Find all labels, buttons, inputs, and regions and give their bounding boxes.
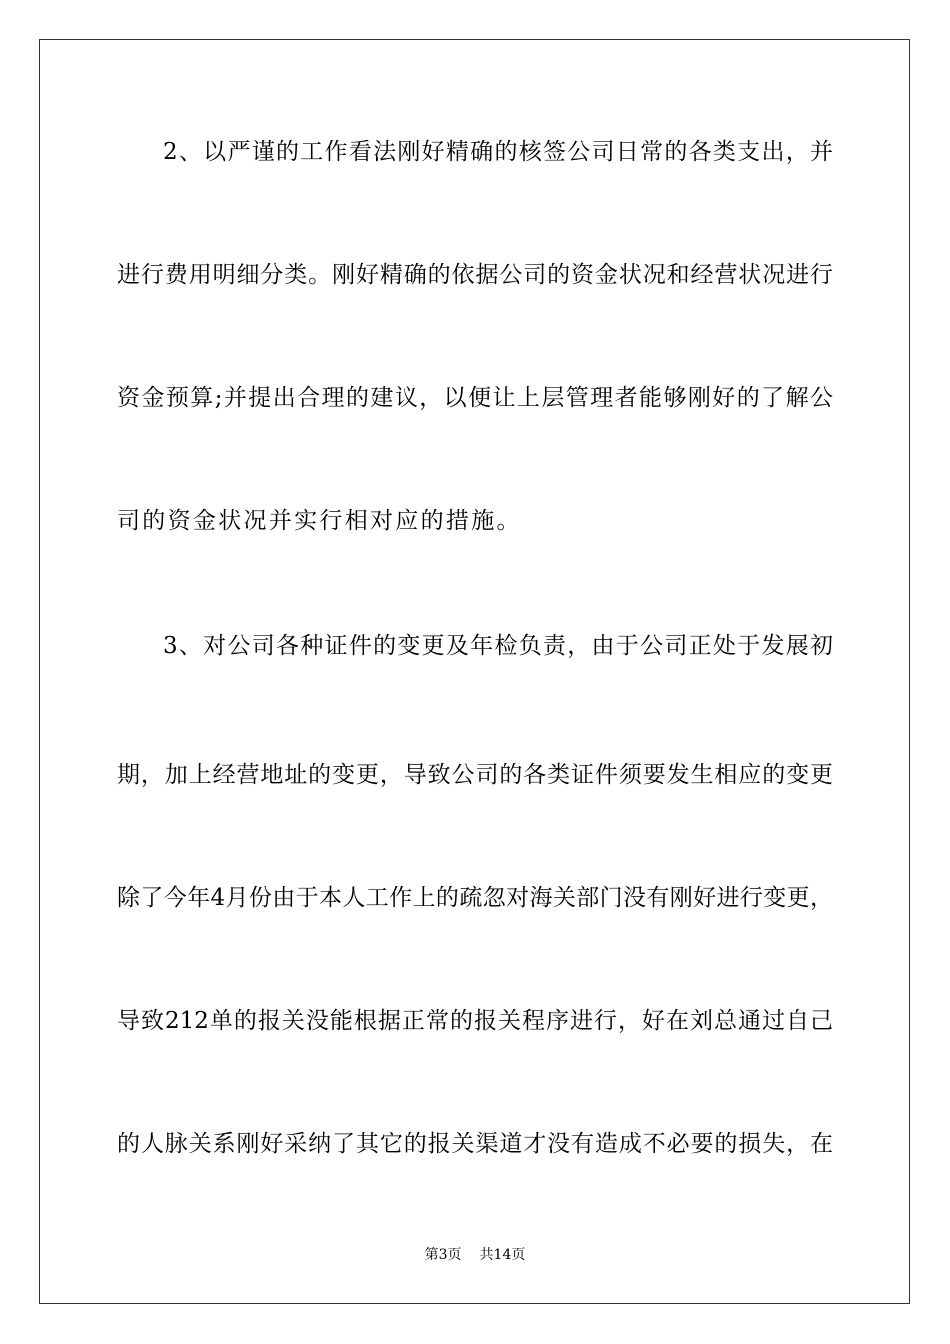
paragraph-3-line-5: 的人脉关系刚好采纳了其它的报关渠道才没有造成不必要的损失，在 — [117, 1131, 833, 1157]
paragraph-2-line-3: 资金预算;并提出合理的建议，以便让上层管理者能够刚好的了解公 — [117, 385, 833, 411]
page-total: 共14页 — [479, 1247, 526, 1263]
paragraph-3-line-2: 期，加上经营地址的变更，导致公司的各类证件须要发生相应的变更 — [117, 762, 833, 788]
page-footer — [0, 1246, 950, 1264]
page-frame — [39, 39, 910, 1304]
paragraph-3-line-3: 除了今年4月份由于本人工作上的疏忽对海关部门没有刚好进行变更， — [117, 885, 833, 911]
page-number: 第3页 — [424, 1247, 462, 1263]
paragraph-2-line-2: 进行费用明细分类。刚好精确的依据公司的资金状况和经营状况进行 — [117, 262, 833, 288]
paragraph-2-line-4: 司的资金状况并实行相对应的措施。 — [117, 508, 522, 534]
paragraph-2-line-1: 2、以严谨的工作看法刚好精确的核签公司日常的各类支出，并 — [163, 139, 833, 165]
paragraph-3-line-1: 3、对公司各种证件的变更及年检负责，由于公司正处于发展初 — [163, 633, 833, 659]
paragraph-3-line-4: 导致212单的报关没能根据正常的报关程序进行，好在刘总通过自己 — [117, 1008, 833, 1034]
